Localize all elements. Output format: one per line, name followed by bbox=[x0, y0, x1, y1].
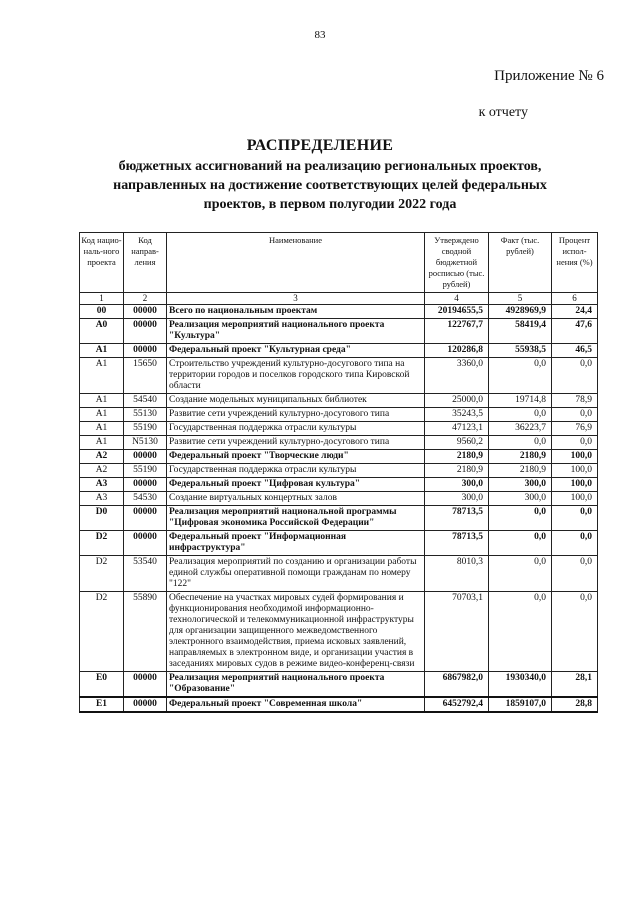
column-number: 5 bbox=[489, 293, 552, 305]
cell-approved: 35243,5 bbox=[425, 408, 489, 422]
cell-name: Всего по национальным проектам bbox=[167, 305, 425, 319]
cell-percent: 100,0 bbox=[552, 492, 598, 506]
cell-name: Федеральный проект "Информационная инфраструктура" bbox=[167, 531, 425, 556]
table-row bbox=[80, 592, 598, 672]
cell-project-code: A1 bbox=[80, 436, 124, 450]
cell-approved: 120286,8 bbox=[425, 344, 489, 358]
table-row bbox=[80, 422, 598, 436]
cell-name: Реализация мероприятий национального проекта "Образование" bbox=[167, 672, 425, 698]
cell-fact: 0,0 bbox=[489, 408, 552, 422]
cell-fact: 19714,8 bbox=[489, 394, 552, 408]
cell-name: Создание виртуальных концертных залов bbox=[167, 492, 425, 506]
column-number: 6 bbox=[552, 293, 598, 305]
table-row bbox=[80, 492, 598, 506]
cell-name: Федеральный проект "Творческие люди" bbox=[167, 450, 425, 464]
cell-percent: 0,0 bbox=[552, 358, 598, 394]
cell-approved: 3360,0 bbox=[425, 358, 489, 394]
cell-percent: 46,5 bbox=[552, 344, 598, 358]
cell-project-code: D2 bbox=[80, 592, 124, 672]
cell-fact: 2180,9 bbox=[489, 450, 552, 464]
cell-name: Строительство учреждений культурно-досугового типа на территории городов и поселков городского типа Кировской области bbox=[167, 358, 425, 394]
cell-project-code: A1 bbox=[80, 358, 124, 394]
subtitle-line: направленных на достижение соответствующих целей федеральных bbox=[113, 178, 547, 193]
cell-fact: 58419,4 bbox=[489, 319, 552, 344]
table-row bbox=[80, 672, 598, 698]
cell-name: Реализация мероприятий национальной программы "Цифровая экономика Российской Федерации" bbox=[167, 506, 425, 531]
cell-project-code: A1 bbox=[80, 344, 124, 358]
cell-fact: 0,0 bbox=[489, 506, 552, 531]
cell-direction-code: 00000 bbox=[124, 531, 167, 556]
table-row bbox=[80, 394, 598, 408]
column-number: 3 bbox=[167, 293, 425, 305]
cell-percent: 100,0 bbox=[552, 464, 598, 478]
cell-project-code: E0 bbox=[80, 672, 124, 698]
column-number: 1 bbox=[80, 293, 124, 305]
cell-approved: 78713,5 bbox=[425, 506, 489, 531]
cell-approved: 70703,1 bbox=[425, 592, 489, 672]
cell-direction-code: 15650 bbox=[124, 358, 167, 394]
cell-fact: 300,0 bbox=[489, 478, 552, 492]
cell-name: Развитие сети учреждений культурно-досугового типа bbox=[167, 436, 425, 450]
table-row bbox=[80, 556, 598, 592]
table-row bbox=[80, 305, 598, 319]
cell-direction-code: 00000 bbox=[124, 305, 167, 319]
subtitle-line: проектов, в первом полугодии 2022 года bbox=[203, 197, 457, 212]
cell-name: Федеральный проект "Цифровая культура" bbox=[167, 478, 425, 492]
cell-project-code: A1 bbox=[80, 408, 124, 422]
cell-approved: 300,0 bbox=[425, 492, 489, 506]
cell-name: Обеспечение на участках мировых судей формирования и функционирования необходимой информационно-технологической и телекоммуникационной инфраструктуры для организации защищенного межведомственного электронного взаимодействия, приема исковых заявлений, направляемых в электронном виде, и организации участия в заседаниях мировых судов в режиме видео-конференц-связи bbox=[167, 592, 425, 672]
cell-percent: 0,0 bbox=[552, 592, 598, 672]
cell-approved: 122767,7 bbox=[425, 319, 489, 344]
cell-approved: 6452792,4 bbox=[425, 697, 489, 712]
cell-direction-code: 55190 bbox=[124, 422, 167, 436]
table-row bbox=[80, 531, 598, 556]
cell-percent: 100,0 bbox=[552, 450, 598, 464]
cell-percent: 47,6 bbox=[552, 319, 598, 344]
cell-project-code: A0 bbox=[80, 319, 124, 344]
table-row bbox=[80, 358, 598, 394]
cell-direction-code: 55190 bbox=[124, 464, 167, 478]
cell-fact: 300,0 bbox=[489, 492, 552, 506]
cell-fact: 0,0 bbox=[489, 531, 552, 556]
cell-approved: 20194655,5 bbox=[425, 305, 489, 319]
cell-approved: 8010,3 bbox=[425, 556, 489, 592]
cell-project-code: E1 bbox=[80, 697, 124, 712]
cell-name: Реализация мероприятий по созданию и организации работы единой службы оперативной помощи гражданам по номеру "122" bbox=[167, 556, 425, 592]
cell-direction-code: 53540 bbox=[124, 556, 167, 592]
cell-direction-code: 00000 bbox=[124, 319, 167, 344]
cell-approved: 47123,1 bbox=[425, 422, 489, 436]
header-fact: Факт (тыс. рублей) bbox=[489, 233, 552, 293]
column-number: 4 bbox=[425, 293, 489, 305]
table-row bbox=[80, 408, 598, 422]
table-row bbox=[80, 464, 598, 478]
table-row bbox=[80, 319, 598, 344]
cell-approved: 2180,9 bbox=[425, 464, 489, 478]
table-header-row bbox=[80, 233, 598, 293]
cell-name: Реализация мероприятий национального проекта "Культура" bbox=[167, 319, 425, 344]
cell-percent: 0,0 bbox=[552, 436, 598, 450]
cell-approved: 9560,2 bbox=[425, 436, 489, 450]
cell-percent: 0,0 bbox=[552, 556, 598, 592]
cell-direction-code: 54530 bbox=[124, 492, 167, 506]
document-subtitle bbox=[80, 157, 580, 214]
cell-fact: 4928969,9 bbox=[489, 305, 552, 319]
cell-direction-code: 00000 bbox=[124, 478, 167, 492]
header-approved: Утверждено сводной бюджетной росписью (тыс. рублей) bbox=[425, 233, 489, 293]
cell-direction-code: 55890 bbox=[124, 592, 167, 672]
appendix-label: Приложение № 6 bbox=[494, 68, 604, 84]
cell-direction-code: 00000 bbox=[124, 506, 167, 531]
page-number: 83 bbox=[314, 29, 326, 41]
column-number-row bbox=[80, 293, 598, 305]
cell-project-code: D2 bbox=[80, 556, 124, 592]
cell-fact: 0,0 bbox=[489, 592, 552, 672]
cell-name: Государственная поддержка отрасли культуры bbox=[167, 464, 425, 478]
header-direction: Код направ-ления bbox=[124, 233, 167, 293]
cell-percent: 28,1 bbox=[552, 672, 598, 698]
cell-approved: 25000,0 bbox=[425, 394, 489, 408]
column-number: 2 bbox=[124, 293, 167, 305]
cell-approved: 2180,9 bbox=[425, 450, 489, 464]
cell-fact: 36223,7 bbox=[489, 422, 552, 436]
cell-project-code: D2 bbox=[80, 531, 124, 556]
cell-fact: 0,0 bbox=[489, 358, 552, 394]
cell-name: Федеральный проект "Культурная среда" bbox=[167, 344, 425, 358]
cell-project-code: A3 bbox=[80, 492, 124, 506]
cell-fact: 1859107,0 bbox=[489, 697, 552, 712]
header-percent: Процент испол-нения (%) bbox=[552, 233, 598, 293]
cell-percent: 0,0 bbox=[552, 506, 598, 531]
table-row bbox=[80, 450, 598, 464]
cell-fact: 1930340,0 bbox=[489, 672, 552, 698]
cell-project-code: A1 bbox=[80, 422, 124, 436]
cell-direction-code: 00000 bbox=[124, 672, 167, 698]
cell-fact: 0,0 bbox=[489, 436, 552, 450]
table-row bbox=[80, 697, 598, 712]
header-code: Код нацио-наль-ного проекта bbox=[80, 233, 124, 293]
cell-percent: 76,9 bbox=[552, 422, 598, 436]
cell-direction-code: 55130 bbox=[124, 408, 167, 422]
cell-fact: 0,0 bbox=[489, 556, 552, 592]
cell-fact: 2180,9 bbox=[489, 464, 552, 478]
cell-name: Федеральный проект "Современная школа" bbox=[167, 697, 425, 712]
table-body bbox=[80, 305, 598, 713]
cell-project-code: A2 bbox=[80, 450, 124, 464]
document-title: РАСПРЕДЕЛЕНИЕ bbox=[246, 137, 394, 154]
cell-percent: 28,8 bbox=[552, 697, 598, 712]
cell-name: Развитие сети учреждений культурно-досугового типа bbox=[167, 408, 425, 422]
header-name: Наименование bbox=[167, 233, 425, 293]
cell-percent: 78,9 bbox=[552, 394, 598, 408]
table-row bbox=[80, 506, 598, 531]
cell-direction-code: 00000 bbox=[124, 450, 167, 464]
cell-percent: 0,0 bbox=[552, 531, 598, 556]
cell-approved: 300,0 bbox=[425, 478, 489, 492]
cell-percent: 24,4 bbox=[552, 305, 598, 319]
subtitle-line: бюджетных ассигнований на реализацию региональных проектов, bbox=[118, 159, 542, 174]
cell-direction-code: 00000 bbox=[124, 344, 167, 358]
cell-direction-code: 54540 bbox=[124, 394, 167, 408]
cell-project-code: A1 bbox=[80, 394, 124, 408]
report-label: к отчету bbox=[478, 105, 528, 120]
cell-approved: 6867982,0 bbox=[425, 672, 489, 698]
cell-direction-code: 00000 bbox=[124, 697, 167, 712]
table-row bbox=[80, 478, 598, 492]
budget-table bbox=[79, 232, 598, 713]
cell-name: Создание модельных муниципальных библиотек bbox=[167, 394, 425, 408]
cell-percent: 100,0 bbox=[552, 478, 598, 492]
cell-project-code: 00 bbox=[80, 305, 124, 319]
cell-percent: 0,0 bbox=[552, 408, 598, 422]
cell-name: Государственная поддержка отрасли культуры bbox=[167, 422, 425, 436]
cell-approved: 78713,5 bbox=[425, 531, 489, 556]
cell-project-code: A3 bbox=[80, 478, 124, 492]
cell-fact: 55938,5 bbox=[489, 344, 552, 358]
table-row bbox=[80, 344, 598, 358]
cell-project-code: D0 bbox=[80, 506, 124, 531]
cell-project-code: A2 bbox=[80, 464, 124, 478]
cell-direction-code: N5130 bbox=[124, 436, 167, 450]
table-row bbox=[80, 436, 598, 450]
